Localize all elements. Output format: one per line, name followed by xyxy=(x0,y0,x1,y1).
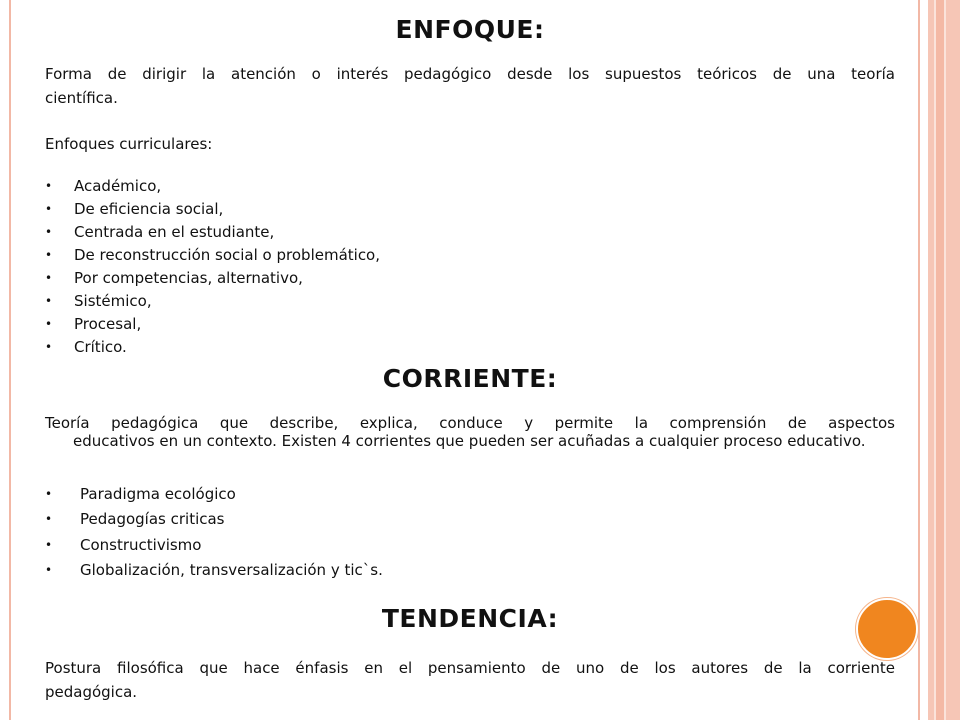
corriente-definition xyxy=(45,414,895,450)
tendencia-title: TENDENCIA: xyxy=(381,604,559,633)
enfoque-subheading: Enfoques curriculares: xyxy=(45,135,213,153)
list-item: • Pedagogías criticas xyxy=(45,507,383,532)
enfoque-definition xyxy=(45,62,895,110)
bullet-icon: • xyxy=(45,294,53,308)
list-item: • Por competencias, alternativo, xyxy=(45,267,380,290)
bullet-icon: • xyxy=(45,225,53,239)
list-item: • Académico, xyxy=(45,175,380,198)
corriente-title: CORRIENTE: xyxy=(382,364,558,393)
corriente-definition-line1: Teoría pedagógica que describe, explica, conduce y permite la comprensión de aspectos xyxy=(45,414,895,432)
corriente-list xyxy=(45,482,383,583)
list-item: • Procesal, xyxy=(45,313,380,336)
bullet-icon: • xyxy=(45,562,53,577)
bullet-icon: • xyxy=(45,202,53,216)
bullet-icon: • xyxy=(45,317,53,331)
enfoque-list xyxy=(45,175,380,359)
list-item: • Constructivismo xyxy=(45,533,383,558)
tendencia-definition-line2: pedagógica. xyxy=(45,683,138,701)
bullet-icon: • xyxy=(45,340,53,354)
tendencia-definition-line1: Postura filosófica que hace énfasis en el pensamiento de uno de los autores de la corriente xyxy=(45,659,895,677)
list-item: • Crítico. xyxy=(45,336,380,359)
enfoque-definition-line1: Forma de dirigir la atención o interés pedagógico desde los supuestos teóricos de una teoría xyxy=(45,65,895,83)
slide-content xyxy=(45,0,895,720)
tendencia-definition xyxy=(45,656,895,704)
list-item: • Sistémico, xyxy=(45,290,380,313)
slide-frame-left xyxy=(9,0,11,720)
bullet-icon: • xyxy=(45,248,53,262)
list-item: • De eficiencia social, xyxy=(45,198,380,221)
bullet-icon: • xyxy=(45,487,53,501)
list-item: • De reconstrucción social o problemático, xyxy=(45,244,380,267)
bullet-icon: • xyxy=(45,537,53,552)
enfoque-title: ENFOQUE: xyxy=(395,15,545,44)
decorative-stripe-band xyxy=(928,0,960,720)
bullet-icon: • xyxy=(45,179,53,193)
bullet-icon: • xyxy=(45,512,53,527)
corriente-definition-rest: educativos en un contexto. Existen 4 corrientes que pueden ser acuñadas a cualquier proceso educativo. xyxy=(73,432,866,450)
list-item: • Paradigma ecológico xyxy=(45,482,383,507)
list-item: • Globalización, transversalización y tic`s. xyxy=(45,558,383,583)
slide-frame-right xyxy=(918,0,920,720)
enfoque-definition-line2: científica. xyxy=(45,89,118,107)
bullet-icon: • xyxy=(45,271,53,285)
list-item: • Centrada en el estudiante, xyxy=(45,221,380,244)
